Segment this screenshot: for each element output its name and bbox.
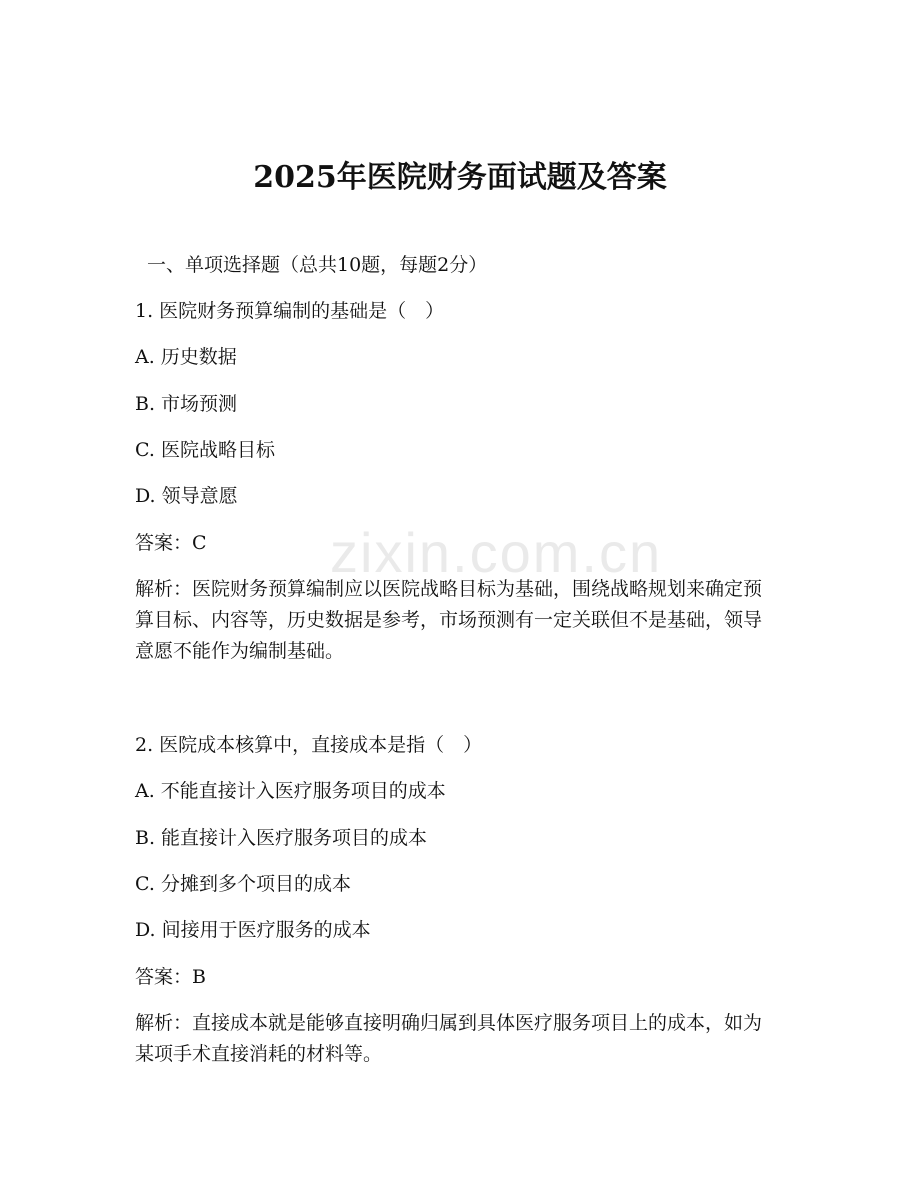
question-1-option-c: C. 医院战略目标 [135, 439, 275, 461]
question-1-stem: 1. 医院财务预算编制的基础是（ ） [135, 300, 445, 322]
watermark: zixin.com.cn [330, 521, 663, 584]
question-1-option-b: B. 市场预测 [135, 393, 238, 415]
question-1-explanation: 解析：医院财务预算编制应以医院战略目标为基础，围绕战略规划来确定预算目标、内容等，历史数据是参考，市场预测有一定关联但不是基础，领导意愿不能作为编制基础。 [135, 578, 763, 662]
section-heading: 一、单项选择题（总共10题，每题2分） [147, 254, 488, 276]
document-title: 2025年医院财务面试题及答案 [253, 160, 667, 195]
question-1-option-a: A. 历史数据 [135, 346, 237, 368]
question-2-stem: 2. 医院成本核算中，直接成本是指（ ） [135, 734, 483, 756]
question-1-option-d: D. 领导意愿 [135, 485, 238, 507]
question-2-option-d: D. 间接用于医疗服务的成本 [135, 919, 371, 941]
question-2-option-c: C. 分摊到多个项目的成本 [135, 873, 351, 895]
question-2-explanation: 解析：直接成本就是能够直接明确归属到具体医疗服务项目上的成本，如为某项手术直接消耗的材料等。 [135, 1012, 763, 1065]
question-2-option-a: A. 不能直接计入医疗服务项目的成本 [135, 780, 446, 802]
question-1-answer: 答案：C [135, 532, 207, 554]
question-2-option-b: B. 能直接计入医疗服务项目的成本 [135, 827, 428, 849]
question-2-answer: 答案：B [135, 966, 206, 988]
